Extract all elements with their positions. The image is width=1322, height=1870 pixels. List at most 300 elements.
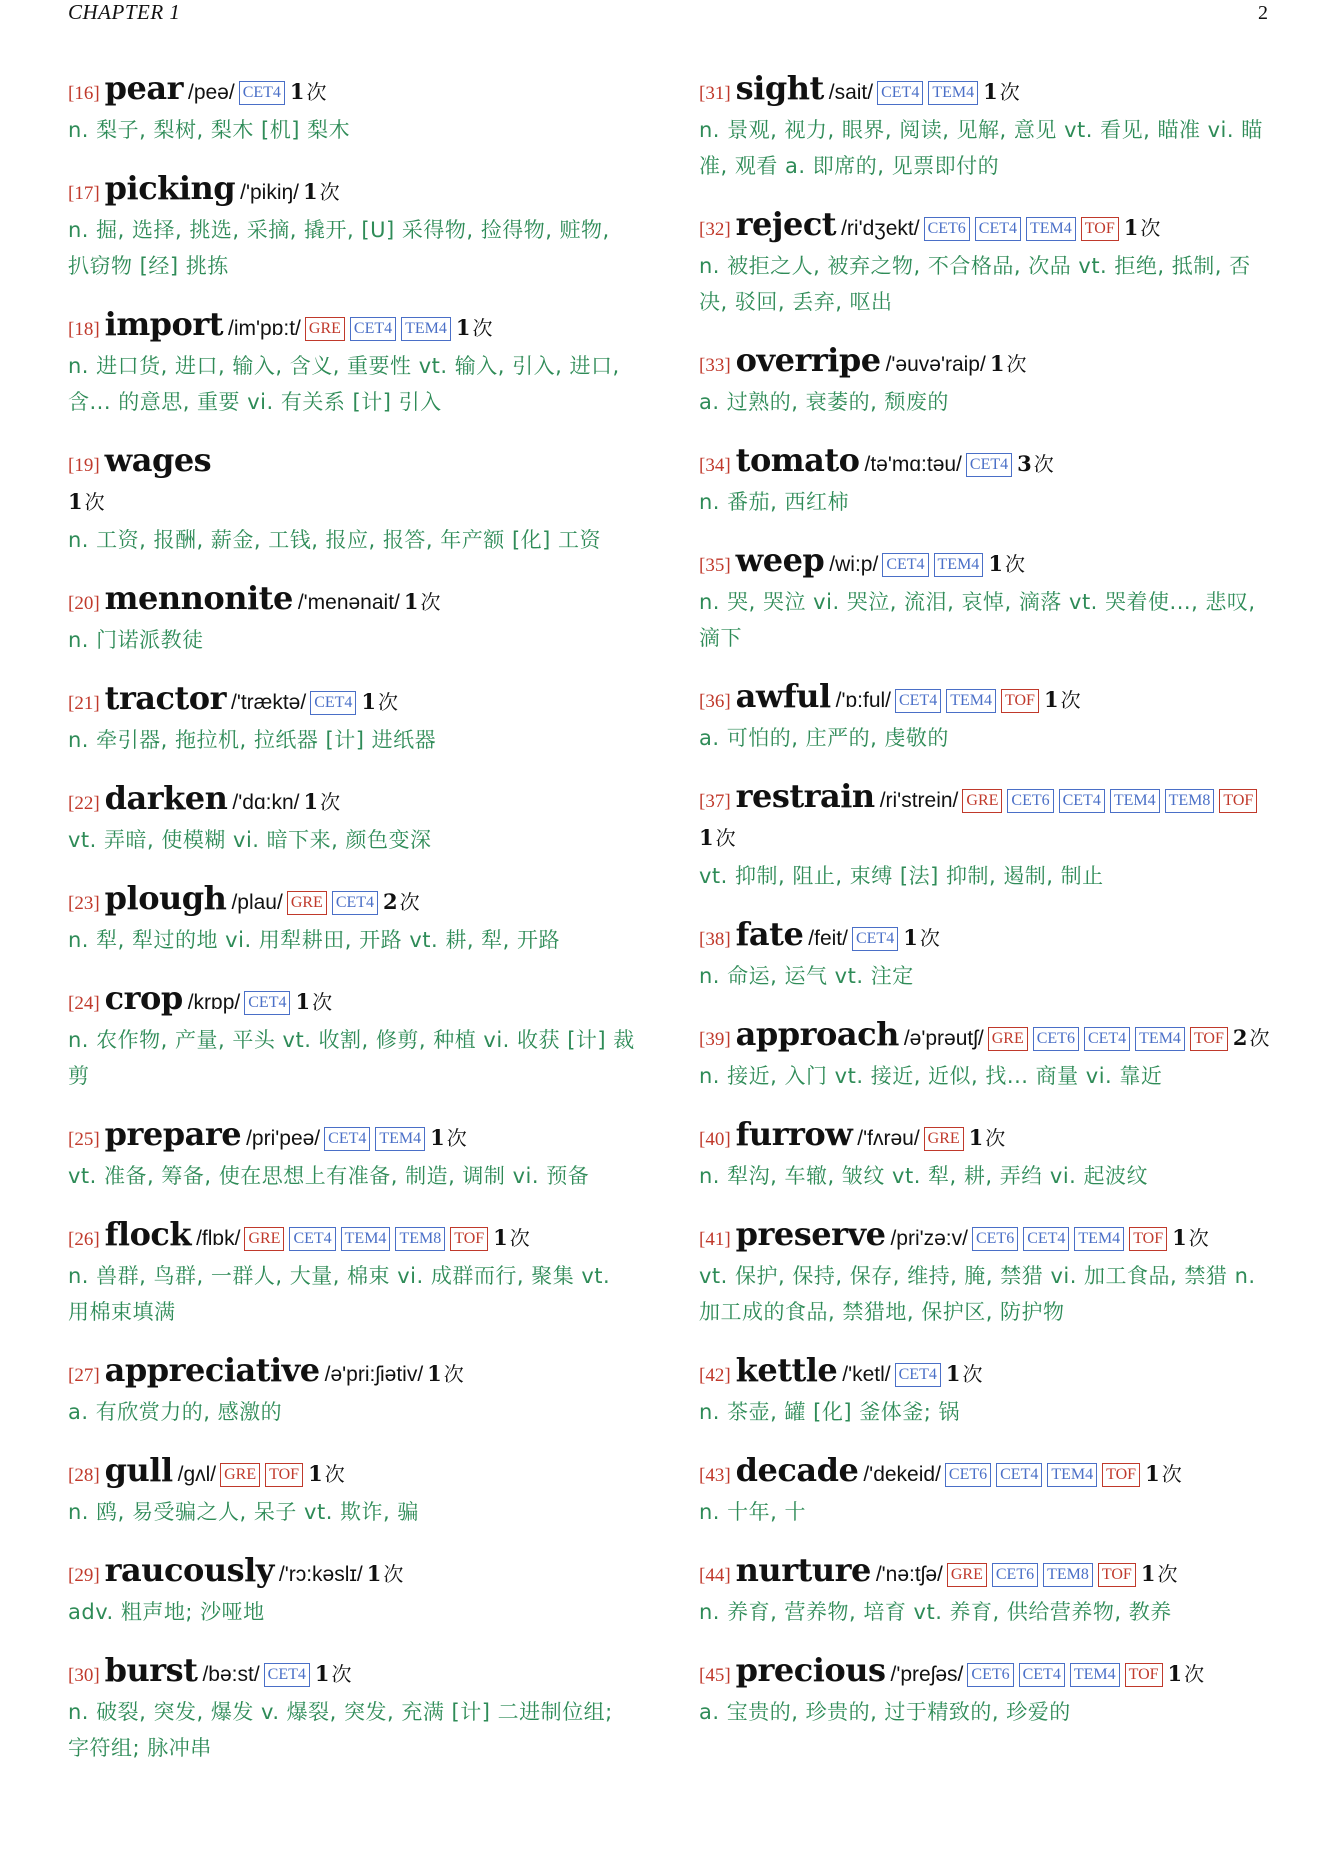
page-header bbox=[68, 0, 1268, 30]
occurrence-count: 1 bbox=[699, 825, 714, 850]
headword: reject bbox=[735, 205, 837, 243]
entry-headline bbox=[699, 1016, 1274, 1058]
definition: n. 兽群, 鸟群, 一群人, 大量, 棉束 vi. 成群而行, 聚集 vt. 用棉束填满 bbox=[68, 1264, 611, 1324]
occurrence-count: 1 bbox=[314, 1661, 330, 1686]
exam-tags bbox=[895, 1365, 946, 1386]
phonetic: /bə:st/ bbox=[202, 1663, 260, 1686]
definition: n. 掘, 选择, 挑选, 采摘, 撬开, [U] 采得物, 捡得物, 赃物, 扒窃物 [经] 挑拣 bbox=[68, 218, 610, 278]
word-entry bbox=[68, 1552, 638, 1630]
word-entry bbox=[68, 980, 638, 1094]
headword: weep bbox=[735, 541, 825, 579]
times-suffix: 次 bbox=[1060, 688, 1081, 712]
entry-headline bbox=[68, 1552, 638, 1594]
exam-tag: TEM8 bbox=[1165, 789, 1215, 813]
entry-headline bbox=[699, 70, 1274, 112]
definition: n. 梨子, 梨树, 梨木 [机] 梨木 bbox=[68, 118, 351, 142]
headword: awful bbox=[735, 677, 831, 715]
entry-headline bbox=[699, 542, 1274, 584]
exam-tag: GRE bbox=[244, 1227, 284, 1251]
phonetic: /'preʃəs/ bbox=[890, 1663, 964, 1686]
entry-index: [16] bbox=[68, 83, 100, 104]
exam-tags bbox=[924, 219, 1124, 240]
entry-index: [42] bbox=[699, 1365, 731, 1386]
entry-headline bbox=[699, 916, 1274, 958]
entry-index: [31] bbox=[699, 83, 731, 104]
times-suffix: 次 bbox=[312, 990, 333, 1014]
occurrence-count: 1 bbox=[983, 79, 998, 104]
word-entry bbox=[699, 916, 1274, 994]
exam-tag: TEM4 bbox=[1070, 1663, 1120, 1687]
exam-tag: TEM4 bbox=[934, 553, 984, 577]
times-suffix: 次 bbox=[399, 890, 420, 914]
exam-tag: CET4 bbox=[1019, 1663, 1065, 1687]
headword: overripe bbox=[735, 341, 881, 379]
entry-headline bbox=[699, 206, 1274, 248]
occurrence-count: 1 bbox=[361, 689, 377, 714]
phonetic: /plau/ bbox=[231, 891, 283, 914]
exam-tag: TOF bbox=[1219, 789, 1257, 813]
occurrence-count: 1 bbox=[427, 1361, 442, 1386]
phonetic: /pri'zə:v/ bbox=[890, 1227, 968, 1250]
exam-tags bbox=[882, 555, 988, 576]
exam-tag: CET4 bbox=[895, 1363, 941, 1387]
exam-tag: TOF bbox=[1102, 1463, 1140, 1487]
exam-tag: GRE bbox=[947, 1563, 987, 1587]
word-entry bbox=[68, 880, 638, 958]
headword: flock bbox=[104, 1215, 192, 1253]
headword: picking bbox=[104, 169, 236, 207]
entry-headline bbox=[68, 1452, 638, 1494]
entry-index: [32] bbox=[699, 219, 731, 240]
phonetic: /tə'mɑ:təu/ bbox=[864, 453, 962, 476]
times-suffix: 次 bbox=[1004, 552, 1025, 576]
word-entry bbox=[699, 1452, 1274, 1530]
phonetic: /'nə:tʃə/ bbox=[875, 1563, 943, 1586]
entry-index: [44] bbox=[699, 1565, 731, 1586]
exam-tag: TOF bbox=[1129, 1227, 1167, 1251]
entry-index: [39] bbox=[699, 1029, 731, 1050]
occurrence-count: 1 bbox=[366, 1561, 382, 1586]
word-entry bbox=[699, 778, 1274, 894]
headword: burst bbox=[104, 1651, 198, 1689]
entry-index: [29] bbox=[68, 1565, 100, 1586]
exam-tags bbox=[244, 993, 295, 1014]
entry-index: [34] bbox=[699, 455, 731, 476]
phonetic: /'rɔ:kəslɪ/ bbox=[278, 1563, 363, 1586]
exam-tags bbox=[962, 791, 1262, 812]
exam-tag: TOF bbox=[1190, 1027, 1228, 1051]
word-entry bbox=[699, 206, 1274, 320]
exam-tag: CET6 bbox=[1007, 789, 1053, 813]
headword: tractor bbox=[104, 679, 226, 717]
exam-tags bbox=[967, 1665, 1167, 1686]
definition: n. 农作物, 产量, 平头 vt. 收割, 修剪, 种植 vi. 收获 [计] 裁剪 bbox=[68, 1028, 635, 1088]
definition: n. 命运, 运气 vt. 注定 bbox=[699, 964, 914, 988]
exam-tags bbox=[244, 1229, 493, 1250]
phonetic: /im'pɒ:t/ bbox=[228, 317, 301, 340]
phonetic: /'pikiŋ/ bbox=[240, 181, 300, 204]
times-suffix: 次 bbox=[306, 80, 327, 104]
phonetic: /'dɑ:kn/ bbox=[232, 791, 300, 814]
occurrence-count: 1 bbox=[1043, 687, 1059, 712]
exam-tag: TEM4 bbox=[401, 317, 451, 341]
times-suffix: 次 bbox=[420, 590, 441, 614]
word-entry bbox=[68, 680, 638, 758]
exam-tag: CET4 bbox=[1059, 789, 1105, 813]
exam-tag: CET4 bbox=[289, 1227, 335, 1251]
headword: fate bbox=[735, 915, 804, 953]
phonetic: /'træktə/ bbox=[231, 691, 307, 714]
phonetic: /'ɒ:ful/ bbox=[835, 689, 891, 712]
entry-headline bbox=[699, 1116, 1274, 1158]
exam-tag: GRE bbox=[220, 1463, 260, 1487]
occurrence-count: 1 bbox=[988, 551, 1003, 576]
entry-index: [40] bbox=[699, 1129, 731, 1150]
headword: kettle bbox=[735, 1351, 838, 1389]
exam-tag: CET4 bbox=[1084, 1027, 1130, 1051]
definition: n. 犁沟, 车辙, 皱纹 vt. 犁, 耕, 弄绉 vi. 起波纹 bbox=[699, 1164, 1149, 1188]
times-suffix: 次 bbox=[472, 316, 493, 340]
times-suffix: 次 bbox=[331, 1662, 352, 1686]
times-suffix: 次 bbox=[378, 690, 399, 714]
headword: preserve bbox=[735, 1215, 886, 1253]
exam-tags bbox=[877, 83, 983, 104]
exam-tag: CET4 bbox=[310, 691, 356, 715]
exam-tags bbox=[310, 693, 361, 714]
entry-index: [23] bbox=[68, 893, 100, 914]
entry-index: [28] bbox=[68, 1465, 100, 1486]
word-entry bbox=[68, 70, 638, 148]
times-suffix: 次 bbox=[715, 826, 736, 850]
times-suffix: 次 bbox=[446, 1126, 467, 1150]
times-suffix: 次 bbox=[324, 1462, 345, 1486]
entry-index: [27] bbox=[68, 1365, 100, 1386]
definition: vt. 抑制, 阻止, 束缚 [法] 抑制, 遏制, 制止 bbox=[699, 864, 1104, 888]
entry-headline bbox=[68, 1652, 638, 1694]
entry-index: [43] bbox=[699, 1465, 731, 1486]
entry-headline bbox=[699, 442, 1274, 484]
phonetic: /'menənait/ bbox=[297, 591, 400, 614]
exam-tag: CET4 bbox=[852, 927, 898, 951]
occurrence-count: 2 bbox=[1232, 1025, 1248, 1050]
phonetic: /wi:p/ bbox=[829, 553, 879, 576]
occurrence-count: 1 bbox=[308, 1461, 323, 1486]
definition: n. 鸥, 易受骗之人, 呆子 vt. 欺诈, 骗 bbox=[68, 1500, 419, 1524]
definition: n. 被拒之人, 被弃之物, 不合格品, 次品 vt. 拒绝, 抵制, 否决, 驳回, 丢弃, 呕出 bbox=[699, 254, 1251, 314]
exam-tag: CET4 bbox=[244, 991, 290, 1015]
times-suffix: 次 bbox=[509, 1226, 530, 1250]
headword: import bbox=[104, 305, 224, 343]
definition: n. 破裂, 突发, 爆发 v. 爆裂, 突发, 充满 [计] 二进制位组; 字符组; 脉冲串 bbox=[68, 1700, 613, 1760]
entry-headline bbox=[68, 1352, 638, 1394]
exam-tags bbox=[966, 455, 1017, 476]
exam-tag: TEM8 bbox=[1043, 1563, 1093, 1587]
entry-index: [41] bbox=[699, 1229, 731, 1250]
headword: approach bbox=[735, 1015, 899, 1053]
occurrence-count: 1 bbox=[303, 179, 318, 204]
exam-tag: GRE bbox=[305, 317, 345, 341]
times-suffix: 次 bbox=[1157, 1562, 1178, 1586]
headword: decade bbox=[735, 1451, 859, 1489]
exam-tag: CET4 bbox=[239, 81, 285, 105]
word-entry bbox=[699, 1216, 1274, 1330]
entry-index: [21] bbox=[68, 693, 100, 714]
entry-headline bbox=[699, 1652, 1274, 1694]
word-entry bbox=[699, 70, 1274, 184]
times-suffix: 次 bbox=[1188, 1226, 1209, 1250]
word-entry bbox=[699, 678, 1274, 756]
definition: vt. 弄暗, 使模糊 vi. 暗下来, 颜色变深 bbox=[68, 828, 432, 852]
left-column bbox=[68, 70, 638, 1788]
entry-headline bbox=[68, 580, 638, 622]
phonetic: /'dekeid/ bbox=[863, 1463, 941, 1486]
entry-headline bbox=[699, 1216, 1274, 1258]
exam-tag: CET6 bbox=[967, 1663, 1013, 1687]
exam-tags bbox=[324, 1129, 430, 1150]
word-entry bbox=[699, 1652, 1274, 1730]
phonetic: /'əuvə'raip/ bbox=[885, 353, 986, 376]
exam-tags bbox=[305, 319, 456, 340]
occurrence-count: 1 bbox=[903, 925, 918, 950]
exam-tag: CET4 bbox=[966, 453, 1012, 477]
occurrence-count: 1 bbox=[945, 1361, 961, 1386]
entry-index: [26] bbox=[68, 1229, 100, 1250]
exam-tags bbox=[947, 1565, 1141, 1586]
times-suffix: 次 bbox=[443, 1362, 464, 1386]
exam-tags bbox=[239, 83, 290, 104]
word-entry bbox=[699, 542, 1274, 656]
entry-headline bbox=[699, 1352, 1274, 1394]
word-entry bbox=[699, 1352, 1274, 1430]
definition: n. 景观, 视力, 眼界, 阅读, 见解, 意见 vt. 看见, 瞄准 vi. 瞄准, 观看 a. 即席的, 见票即付的 bbox=[699, 118, 1263, 178]
times-suffix: 次 bbox=[1140, 216, 1161, 240]
definition: n. 番茄, 西红柿 bbox=[699, 490, 850, 514]
word-entry bbox=[68, 1452, 638, 1530]
phonetic: /sait/ bbox=[828, 81, 874, 104]
phonetic: /pri'peə/ bbox=[246, 1127, 321, 1150]
entry-index: [35] bbox=[699, 555, 731, 576]
definition: n. 牵引器, 拖拉机, 拉纸器 [计] 进纸器 bbox=[68, 728, 437, 752]
entry-headline bbox=[68, 1116, 638, 1158]
exam-tag: GRE bbox=[962, 789, 1002, 813]
headword: plough bbox=[104, 879, 227, 917]
entry-headline bbox=[699, 1552, 1274, 1594]
exam-tag: GRE bbox=[988, 1027, 1028, 1051]
entry-headline bbox=[68, 680, 638, 722]
exam-tag: CET4 bbox=[264, 1663, 310, 1687]
phonetic: /ə'prəutʃ/ bbox=[903, 1027, 984, 1050]
entry-index: [22] bbox=[68, 793, 100, 814]
occurrence-count: 1 bbox=[403, 589, 419, 614]
exam-tag: TEM4 bbox=[1110, 789, 1160, 813]
phonetic: /ri'strein/ bbox=[879, 789, 959, 812]
times-suffix: 次 bbox=[1006, 352, 1027, 376]
exam-tag: TEM4 bbox=[341, 1227, 391, 1251]
definition: n. 茶壶, 罐 [化] 釜体釜; 锅 bbox=[699, 1400, 960, 1424]
word-entry bbox=[68, 442, 638, 558]
definition: a. 过熟的, 衰萎的, 颓废的 bbox=[699, 390, 949, 414]
exam-tag: CET4 bbox=[882, 553, 928, 577]
exam-tag: TOF bbox=[265, 1463, 303, 1487]
exam-tag: TOF bbox=[450, 1227, 488, 1251]
definition: vt. 准备, 筹备, 使在思想上有准备, 制造, 调制 vi. 预备 bbox=[68, 1164, 590, 1188]
exam-tag: CET6 bbox=[945, 1463, 991, 1487]
headword: gull bbox=[104, 1451, 173, 1489]
exam-tags bbox=[287, 893, 383, 914]
word-entry bbox=[68, 306, 638, 420]
exam-tags bbox=[264, 1665, 315, 1686]
entry-headline bbox=[699, 342, 1274, 384]
exam-tag: CET4 bbox=[350, 317, 396, 341]
definition: n. 哭, 哭泣 vi. 哭泣, 流泪, 哀悼, 滴落 vt. 哭着使..., 悲叹, 滴下 bbox=[699, 590, 1256, 650]
exam-tag: TOF bbox=[1081, 217, 1119, 241]
headword: darken bbox=[104, 779, 228, 817]
exam-tag: CET4 bbox=[1023, 1227, 1069, 1251]
entry-index: [38] bbox=[699, 929, 731, 950]
definition: a. 可怕的, 庄严的, 虔敬的 bbox=[699, 726, 949, 750]
phonetic: /ə'pri:ʃiətiv/ bbox=[324, 1363, 424, 1386]
headword: prepare bbox=[104, 1115, 242, 1153]
exam-tag: TOF bbox=[1125, 1663, 1163, 1687]
entry-index: [18] bbox=[68, 319, 100, 340]
phonetic: /ri'dʒekt/ bbox=[841, 217, 920, 240]
occurrence-count: 1 bbox=[493, 1225, 508, 1250]
headword: precious bbox=[735, 1651, 886, 1689]
entry-index: [45] bbox=[699, 1665, 731, 1686]
definition: n. 犁, 犁过的地 vi. 用犁耕田, 开路 vt. 耕, 犁, 开路 bbox=[68, 928, 561, 952]
entry-headline bbox=[68, 170, 638, 212]
exam-tag: TOF bbox=[1001, 689, 1039, 713]
word-entry bbox=[699, 442, 1274, 520]
word-entry bbox=[68, 1116, 638, 1194]
exam-tag: CET6 bbox=[992, 1563, 1038, 1587]
exam-tag: CET4 bbox=[895, 689, 941, 713]
occurrence-count: 1 bbox=[295, 989, 311, 1014]
exam-tags bbox=[852, 929, 903, 950]
definition: a. 宝贵的, 珍贵的, 过于精致的, 珍爱的 bbox=[699, 1700, 1071, 1724]
definition: n. 养育, 营养物, 培育 vt. 养育, 供给营养物, 教养 bbox=[699, 1600, 1172, 1624]
exam-tags bbox=[220, 1465, 308, 1486]
exam-tag: CET6 bbox=[1033, 1027, 1079, 1051]
exam-tag: CET6 bbox=[924, 217, 970, 241]
exam-tag: TEM4 bbox=[1074, 1227, 1124, 1251]
exam-tag: CET4 bbox=[996, 1463, 1042, 1487]
exam-tags bbox=[972, 1229, 1172, 1250]
word-entry bbox=[699, 1552, 1274, 1630]
entry-index: [19] bbox=[68, 455, 100, 476]
times-suffix: 次 bbox=[319, 180, 340, 204]
exam-tag: TOF bbox=[1098, 1563, 1136, 1587]
times-suffix: 次 bbox=[999, 80, 1020, 104]
exam-tags bbox=[924, 1129, 969, 1150]
entry-headline bbox=[68, 1216, 638, 1258]
occurrence-count: 1 bbox=[430, 1125, 445, 1150]
entry-index: [25] bbox=[68, 1129, 100, 1150]
exam-tags bbox=[945, 1465, 1145, 1486]
exam-tags bbox=[895, 691, 1044, 712]
entry-index: [30] bbox=[68, 1665, 100, 1686]
phonetic: /flɒk/ bbox=[196, 1227, 241, 1250]
exam-tag: TEM4 bbox=[1135, 1027, 1185, 1051]
entry-headline bbox=[68, 980, 638, 1022]
word-entry bbox=[68, 1216, 638, 1330]
occurrence-count: 1 bbox=[989, 351, 1005, 376]
word-entry bbox=[68, 1652, 638, 1766]
times-suffix: 次 bbox=[919, 926, 940, 950]
phonetic: /'ketl/ bbox=[842, 1363, 891, 1386]
times-suffix: 次 bbox=[1033, 452, 1054, 476]
word-entry bbox=[68, 170, 638, 284]
exam-tag: CET6 bbox=[972, 1227, 1018, 1251]
word-entry bbox=[68, 1352, 638, 1430]
phonetic: /peə/ bbox=[187, 81, 235, 104]
entry-index: [20] bbox=[68, 593, 100, 614]
headword: raucously bbox=[104, 1551, 274, 1589]
times-suffix: 次 bbox=[383, 1562, 404, 1586]
headword: pear bbox=[104, 69, 183, 107]
exam-tag: GRE bbox=[287, 891, 327, 915]
occurrence-count: 1 bbox=[455, 315, 471, 340]
headword: nurture bbox=[735, 1551, 871, 1589]
occurrence-count: 1 bbox=[303, 789, 319, 814]
occurrence-count: 1 bbox=[289, 79, 305, 104]
occurrence-count: 1 bbox=[1172, 1225, 1187, 1250]
definition: vt. 保护, 保持, 保存, 维持, 腌, 禁猎 vi. 加工食品, 禁猎 n. 加工成的食品, 禁猎地, 保护区, 防护物 bbox=[699, 1264, 1256, 1324]
phonetic: /'fʌrəu/ bbox=[857, 1127, 920, 1150]
word-entry bbox=[699, 1016, 1274, 1094]
entry-headline bbox=[68, 70, 638, 112]
entry-headline bbox=[68, 442, 638, 522]
entry-index: [17] bbox=[68, 183, 100, 204]
exam-tag: CET4 bbox=[975, 217, 1021, 241]
exam-tag: TEM4 bbox=[946, 689, 996, 713]
chapter-title: CHAPTER 1 bbox=[68, 0, 181, 24]
occurrence-count: 1 bbox=[1140, 1561, 1156, 1586]
headword: furrow bbox=[735, 1115, 853, 1153]
entry-headline bbox=[699, 678, 1274, 720]
entry-headline bbox=[68, 780, 638, 822]
headword: wages bbox=[104, 441, 212, 479]
right-column bbox=[699, 70, 1274, 1752]
page-number: 2 bbox=[1258, 2, 1268, 24]
times-suffix: 次 bbox=[1249, 1026, 1270, 1050]
times-suffix: 次 bbox=[84, 490, 105, 514]
definition: n. 接近, 入门 vt. 接近, 近似, 找... 商量 vi. 靠近 bbox=[699, 1064, 1163, 1088]
entry-index: [24] bbox=[68, 993, 100, 1014]
occurrence-count: 1 bbox=[68, 489, 83, 514]
phonetic: /feit/ bbox=[808, 927, 848, 950]
occurrence-count: 1 bbox=[968, 1125, 984, 1150]
definition: n. 进口货, 进口, 输入, 含义, 重要性 vt. 输入, 引入, 进口, 含... 的意思, 重要 vi. 有关系 [计] 引入 bbox=[68, 354, 620, 414]
entry-index: [33] bbox=[699, 355, 731, 376]
definition: n. 十年, 十 bbox=[699, 1500, 807, 1524]
headword: sight bbox=[735, 69, 824, 107]
times-suffix: 次 bbox=[1184, 1662, 1205, 1686]
phonetic: /gʌl/ bbox=[177, 1463, 217, 1486]
exam-tag: TEM4 bbox=[928, 81, 978, 105]
exam-tag: CET4 bbox=[332, 891, 378, 915]
headword: appreciative bbox=[104, 1351, 320, 1389]
entry-index: [36] bbox=[699, 691, 731, 712]
exam-tag: TEM8 bbox=[395, 1227, 445, 1251]
occurrence-count: 3 bbox=[1017, 451, 1032, 476]
times-suffix: 次 bbox=[1161, 1462, 1182, 1486]
word-entry bbox=[68, 780, 638, 858]
headword: crop bbox=[104, 979, 183, 1017]
word-entry bbox=[699, 342, 1274, 420]
occurrence-count: 1 bbox=[1167, 1661, 1183, 1686]
exam-tag: GRE bbox=[924, 1127, 964, 1151]
